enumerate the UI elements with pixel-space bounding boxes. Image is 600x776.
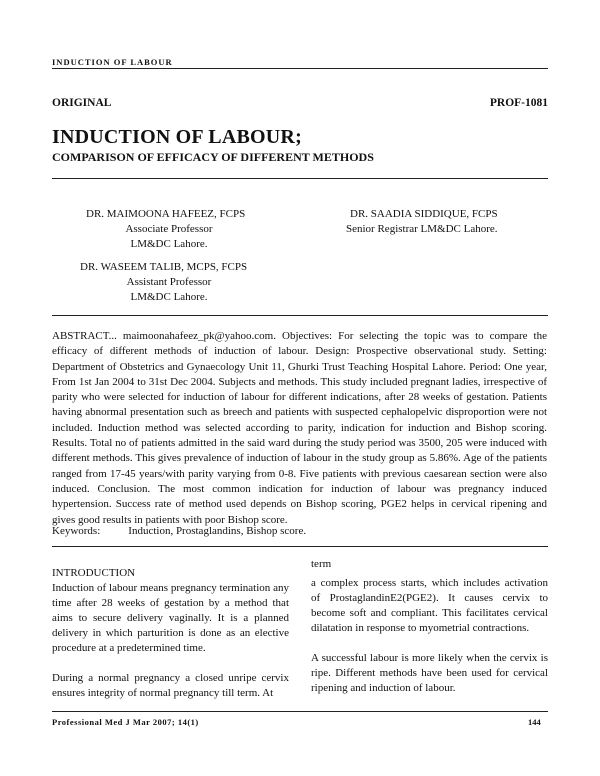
author-name: DR. SAADIA SIDDIQUE, FCPS bbox=[350, 208, 498, 220]
author-position: Senior Registrar LM&DC Lahore. bbox=[346, 223, 498, 235]
author-affiliation: LM&DC Lahore. bbox=[130, 291, 208, 303]
article-title: INDUCTION OF LABOUR; bbox=[52, 126, 302, 148]
right-column bbox=[311, 557, 548, 696]
header-rule bbox=[52, 68, 548, 69]
authors-rule bbox=[52, 315, 548, 316]
left-column bbox=[52, 566, 289, 701]
author-block-1 bbox=[86, 207, 286, 252]
article-type: ORIGINAL bbox=[52, 97, 112, 109]
continued-word: term bbox=[311, 558, 332, 570]
author-name: DR. WASEEM TALIB, MCPS, FCPS bbox=[80, 261, 248, 273]
abstract-text: ABSTRACT... maimoonahafeez_pk@yahoo.com. Objectives: For selecting the topic was to compare the efficacy of different methods of induction of labour. Design: Prospective observational study. Setting: Department of Obstetrics and Gynaecology Unit 11, Ghurki Trust Teaching Hospital Lahore. Period: One year, From 1st Jan 2004 to 31st Dec 2004. Subjects and methods. This study included pregnant ladies, irrespective of parity who were selected for induction of labour for different indications, after 28 weeks of gestation. Patients having abnormal presentation such as breech and patients with suspected cephalopelvic disproportion were not included. Induction method was selected according to parity, indication for induction and Bishop scoring. Results. Total no of patients admitted in the said ward during the study period was 3500, 205 were induced with different methods. This gives prevalence of induction of labour in the study group as 5.86%. Age of the patients ranged from 17-45 years/with parity varying from 0-8. Five patients with previous caesarean section were also induced. Conclusion. The most common indication for induction of labour was pregnancy induced hypertension. Success rate of method used depends on Bishop scoring, PGE2 helps in cervical ripening and gives good results in patients with poor Bishop score. bbox=[52, 330, 547, 526]
author-position: Associate Professor bbox=[125, 223, 213, 235]
intro-paragraph-1: Induction of labour means pregnancy termination any time after 28 weeks of gestation by a method that aims to secure delivery vaginally. It is a planned delivery in which parturition is done as an elective procedure at a predetermined time. bbox=[52, 582, 289, 654]
keywords-label: Keywords: bbox=[52, 525, 101, 537]
keywords-rule bbox=[52, 546, 548, 547]
journal-citation: Professional Med J Mar 2007; 14(1) bbox=[52, 717, 199, 727]
running-head: INDUCTION OF LABOUR bbox=[52, 57, 173, 67]
article-code: PROF-1081 bbox=[489, 97, 548, 109]
author-name: DR. MAIMOONA HAFEEZ, FCPS bbox=[86, 208, 246, 220]
title-rule bbox=[52, 178, 548, 179]
keywords bbox=[52, 525, 306, 537]
author-block-2 bbox=[346, 207, 556, 237]
author-position: Assistant Professor bbox=[126, 276, 212, 288]
footer-rule bbox=[52, 711, 548, 712]
section-heading: INTRODUCTION bbox=[52, 567, 136, 579]
intro-paragraph-2: During a normal pregnancy a closed unripe cervix ensures integrity of normal pregnancy till term. At bbox=[52, 672, 289, 699]
right-paragraph-2: A successful labour is more likely when the cervix is ripe. Different methods have been used for cervical ripening and induction of labour. bbox=[311, 652, 548, 694]
keywords-value: Induction, Prostaglandins, Bishop score. bbox=[128, 525, 307, 537]
page-number: 144 bbox=[528, 717, 541, 727]
right-paragraph-1: a complex process starts, which includes activation of ProstaglandinE2(PGE2). It causes cervix to become soft and compliant. This facilitates cervical dilatation in response to myometrial contractions. bbox=[311, 577, 548, 634]
author-block-3 bbox=[80, 260, 280, 305]
author-affiliation: LM&DC Lahore. bbox=[130, 238, 208, 250]
article-subtitle: COMPARISON OF EFFICACY OF DIFFERENT METHODS bbox=[52, 150, 374, 164]
